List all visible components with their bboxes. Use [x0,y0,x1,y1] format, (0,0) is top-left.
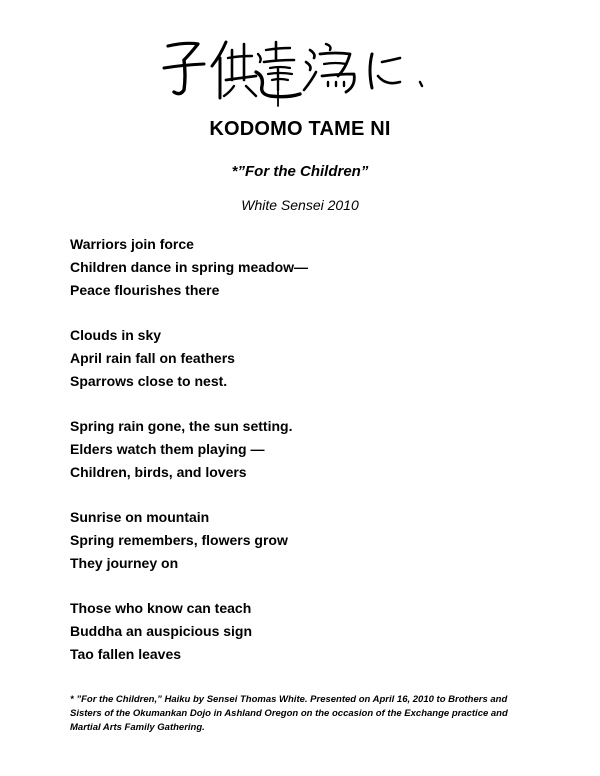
poem-line: Those who know can teach [70,600,252,616]
poem-line: They journey on [70,555,179,571]
poem-author: White Sensei 2010 [241,197,359,213]
poem-line: Children dance in spring meadow— [70,259,309,275]
poem-line: Sunrise on mountain [70,509,210,525]
calligraphy-brush-strokes [160,32,440,112]
poem-subtitle: *”For the Children” [231,163,369,180]
poem-body [70,233,540,688]
poem-title: KODOMO TAME NI [209,118,391,140]
poem-line: Spring rain gone, the sun setting. [70,418,293,434]
stanza [70,506,540,575]
poem-line: Peace flourishes there [70,282,220,298]
poem-line: Clouds in sky [70,327,162,343]
footnote: * ”For the Children,” Haiku by Sensei Thomas White. Presented on April 16, 2010 to Brothers and Sisters of the Okumankan Dojo in Ashland Oregon on the occasion of the Exchange practice and Martial Arts Family Gathering. [70,694,508,733]
poem-line: Elders watch them playing — [70,441,265,457]
stanza [70,233,540,302]
calligraphy-image [160,32,440,112]
stanza [70,415,540,484]
poem-line: April rain fall on feathers [70,350,235,366]
poem-line: Children, birds, and lovers [70,464,247,480]
poem-line: Sparrows close to nest. [70,373,228,389]
stanza [70,324,540,393]
poem-line: Tao fallen leaves [70,646,182,662]
poem-line: Warriors join force [70,236,194,252]
stanza [70,597,540,666]
poem-line: Buddha an auspicious sign [70,623,253,639]
poem-line: Spring remembers, flowers grow [70,532,288,548]
